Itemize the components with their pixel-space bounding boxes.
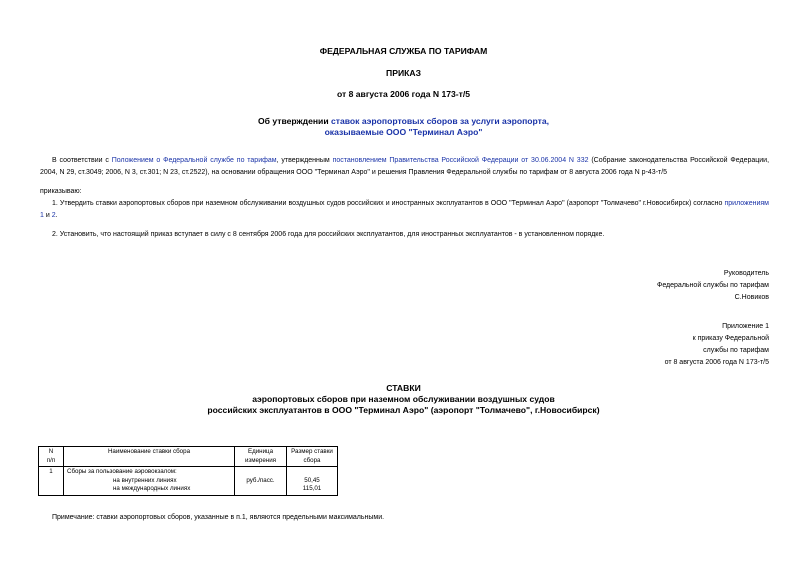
row-name: Сборы за пользование аэровокзалом: на внутренних линиях на международных линиях	[64, 467, 235, 496]
item-1-text-2: и	[43, 212, 52, 219]
order-subject-line2	[0, 127, 807, 137]
order-subject-line1	[0, 116, 807, 126]
signature-organization: Федеральной службы по тарифам	[657, 282, 769, 289]
subject-link-2[interactable]: оказываемые ООО "Терминал Аэро"	[324, 127, 483, 137]
appendix-title: Приложение 1	[722, 323, 769, 330]
agency-title: ФЕДЕРАЛЬНАЯ СЛУЖБА ПО ТАРИФАМ	[319, 46, 488, 56]
preamble-text-3: (Собрание законодательства Российской Федерации, 2004, N 29, ст.3049; 2006, N 3, ст.301; N 23, ст.2522), на основании обращения ООО "Терминал Аэро" и решения Правления Федеральной службы по тарифам от 8 августа 2006 года N р-43-т/5	[40, 157, 770, 176]
signature-name: С.Новиков	[734, 294, 769, 301]
doc-type-title: ПРИКАЗ	[386, 68, 421, 78]
item-1-text-3: .	[55, 212, 58, 219]
item-1-paragraph	[40, 198, 769, 222]
item-2-paragraph: 2. Установить, что настоящий приказ вступает в силу с 8 сентября 2006 года для российских эксплуатантов, для иностранных эксплуатантов - в установленном порядке.	[52, 231, 605, 238]
regulation-link[interactable]: Положением о Федеральной службе по тарифам	[111, 157, 277, 164]
rates-subtitle-2: российских эксплуатантов в ООО "Терминал Аэро" (аэропорт "Толмачево", г.Новосибирск)	[207, 405, 600, 415]
header-unit: Единица измерения	[235, 447, 287, 467]
header-rate: Размер ставки сбора	[287, 447, 338, 467]
table-header-row	[39, 447, 338, 467]
row-values: 50,45 115,01	[287, 467, 338, 496]
table-row	[39, 467, 338, 496]
appendix-1-link[interactable]: приложениям 1	[40, 200, 769, 219]
preamble-paragraph	[40, 155, 769, 179]
row-unit: руб./пасс.	[235, 467, 287, 496]
appendix-2-link[interactable]: 2	[51, 212, 56, 219]
rates-table	[38, 446, 338, 496]
item-1-text-1: 1. Утвердить ставки аэропортовых сборов при наземном обслуживании воздушных судов российских и иностранных эксплуатантов в ООО "Терминал Аэро" (аэропорт "Толмачево" г.Новосибирск) согласно	[52, 200, 725, 207]
appendix-ref-2: службы по тарифам	[703, 347, 769, 354]
table-note: Примечание: ставки аэропортовых сборов, указанные в п.1, являются предельными максимальными.	[52, 514, 385, 521]
appendix-block	[665, 321, 769, 369]
order-word: приказываю:	[40, 188, 82, 195]
rates-subtitle-1: аэропортовых сборов при наземном обслуживании воздушных судов	[252, 394, 555, 404]
subject-link-1[interactable]: ставок аэропортовых сборов за услуги аэропорта,	[331, 116, 550, 126]
preamble-text-2: , утвержденным	[276, 157, 333, 164]
order-date-number: от 8 августа 2006 года N 173-т/5	[336, 89, 471, 99]
preamble-text-1: В соответствии с	[52, 157, 112, 164]
signature-block	[657, 268, 769, 304]
appendix-ref-1: к приказу Федеральной	[692, 335, 769, 342]
row-number: 1	[39, 467, 64, 496]
appendix-ref-3: от 8 августа 2006 года N 173-т/5	[664, 359, 769, 366]
subject-prefix: Об утверждении	[257, 116, 331, 126]
rates-heading	[0, 383, 807, 416]
government-decree-link[interactable]: постановлением Правительства Российской Федерации от 30.06.2004 N 332	[332, 157, 589, 164]
signature-position: Руководитель	[723, 270, 769, 277]
rates-title: СТАВКИ	[386, 383, 421, 393]
header-name: Наименование ставки сбора	[64, 447, 235, 467]
header-number: N п/п	[39, 447, 64, 467]
